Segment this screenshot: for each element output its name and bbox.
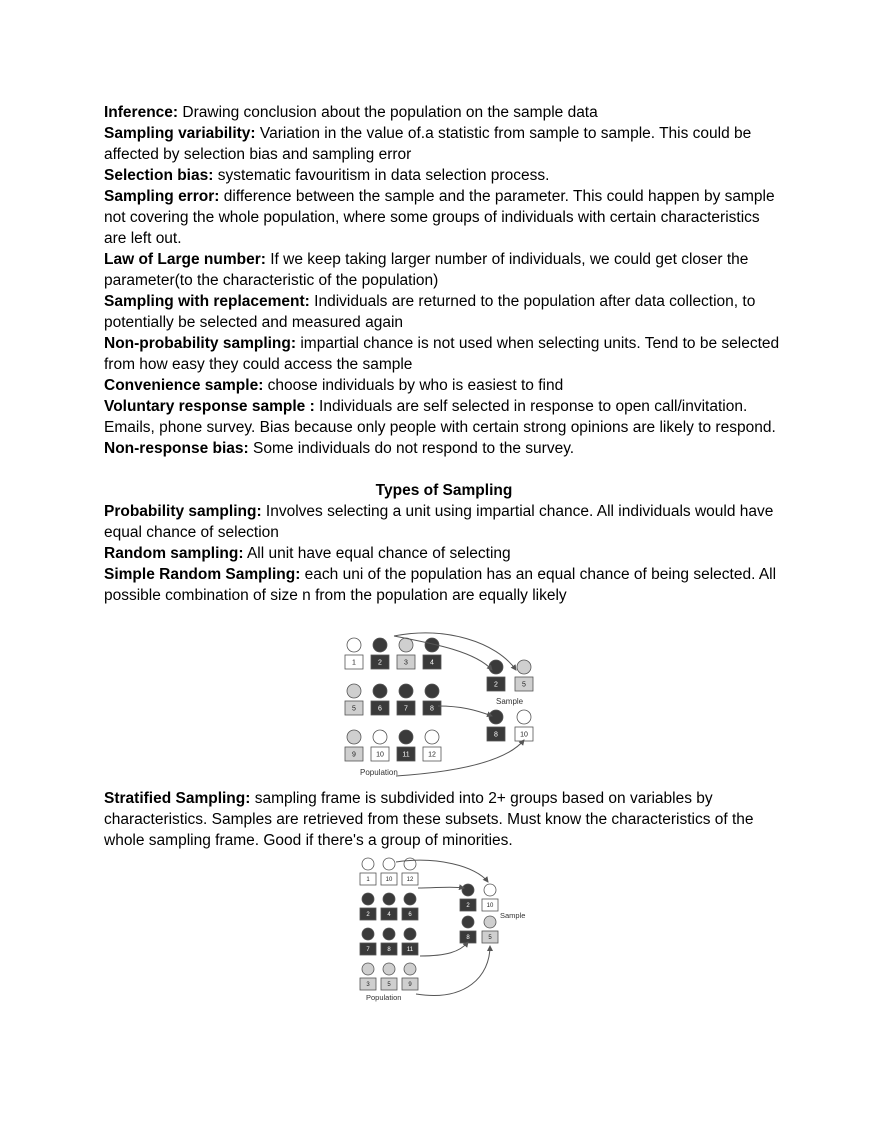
definition-sampling-with-replacement: [104, 291, 784, 333]
unit-number: 3: [404, 659, 408, 667]
definition-sampling-variability: [104, 123, 784, 165]
unit-number: 10: [385, 877, 393, 884]
term-label: Sampling with replacement:: [104, 293, 310, 310]
unit-head: [462, 916, 474, 928]
unit-number: 8: [466, 935, 470, 942]
unit-3: [360, 963, 376, 990]
selection-arrow: [420, 942, 468, 956]
unit-number: 8: [387, 947, 391, 954]
term-label: Stratified Sampling:: [104, 790, 251, 807]
definition-non-probability-sampling: [104, 333, 784, 375]
unit-3: [397, 638, 415, 669]
unit-head: [484, 916, 496, 928]
unit-number: 2: [494, 681, 498, 689]
definition-text: All unit have equal chance of selecting: [243, 545, 511, 562]
unit-head: [362, 963, 374, 975]
definition-simple-random-sampling: [104, 564, 784, 606]
unit-number: 7: [404, 705, 408, 713]
sample-label: Sample: [500, 911, 526, 920]
unit-number: 10: [486, 903, 494, 910]
unit-head: [399, 638, 413, 652]
definition-text: systematic favouritism in data selection process.: [213, 167, 550, 184]
simple-random-sampling-diagram: [336, 632, 546, 778]
sample-label: Sample: [496, 697, 524, 706]
stratified-sampling-diagram: [356, 856, 532, 1002]
unit-number: 5: [488, 935, 492, 942]
definition-text: choose individuals by who is easiest to find: [263, 377, 564, 394]
unit-number: 12: [406, 877, 414, 884]
unit-10: [371, 730, 389, 761]
unit-head: [425, 730, 439, 744]
unit-number: 1: [366, 877, 370, 884]
unit-10: [381, 858, 397, 885]
definition-text: each uni of the population has an equal chance of being selected. All possible combination of size n from the population are equally likely: [104, 566, 777, 604]
definition-probability-sampling: [104, 501, 784, 543]
unit-head: [517, 660, 531, 674]
unit-head: [383, 928, 395, 940]
unit-number: 11: [406, 947, 414, 954]
unit-head: [362, 928, 374, 940]
unit-6: [371, 684, 389, 715]
unit-head: [404, 928, 416, 940]
unit-number: 2: [378, 659, 382, 667]
selection-arrow: [418, 887, 464, 888]
unit-head: [347, 730, 361, 744]
selection-arrow: [438, 706, 492, 716]
unit-head: [489, 660, 503, 674]
definition-text: Drawing conclusion about the population on the sample data: [178, 104, 598, 121]
term-label: Probability sampling:: [104, 503, 262, 520]
population-label: Population: [366, 993, 402, 1002]
unit-number: 11: [402, 751, 410, 759]
section-heading: Types of Sampling: [375, 482, 513, 499]
unit-1: [345, 638, 363, 669]
unit-1: [360, 858, 376, 885]
population-units: [360, 858, 418, 990]
unit-head: [484, 884, 496, 896]
unit-head: [462, 884, 474, 896]
definition-convenience-sample: [104, 375, 784, 396]
term-label: Convenience sample:: [104, 377, 264, 394]
definition-text: impartial chance is not used when selecting units. Tend to be selected from how easy they could access the sample: [104, 335, 780, 373]
unit-number: 5: [522, 681, 526, 689]
unit-10: [482, 884, 498, 911]
unit-8: [460, 916, 476, 943]
unit-number: 10: [376, 751, 384, 759]
unit-head: [347, 638, 361, 652]
unit-5: [381, 963, 397, 990]
unit-6: [402, 893, 418, 920]
unit-head: [404, 893, 416, 905]
unit-head: [399, 684, 413, 698]
term-label: Non-response bias:: [104, 440, 249, 457]
definition-selection-bias: [104, 165, 784, 186]
unit-10: [515, 710, 533, 741]
unit-5: [482, 916, 498, 943]
unit-4: [381, 893, 397, 920]
unit-2: [487, 660, 505, 691]
unit-number: 1: [352, 659, 356, 667]
unit-number: 7: [366, 947, 370, 954]
unit-2: [360, 893, 376, 920]
term-label: Sampling variability:: [104, 125, 256, 142]
unit-head: [347, 684, 361, 698]
term-label: Voluntary response sample :: [104, 398, 315, 415]
unit-number: 3: [366, 982, 370, 989]
unit-head: [404, 963, 416, 975]
unit-7: [397, 684, 415, 715]
unit-5: [345, 684, 363, 715]
unit-head: [383, 963, 395, 975]
definition-text: Involves selecting a unit using impartial chance. All individuals would have equal chance of selection: [104, 503, 774, 541]
unit-number: 6: [408, 912, 412, 919]
unit-head: [383, 858, 395, 870]
term-label: Law of Large number:: [104, 251, 266, 268]
unit-number: 4: [387, 912, 391, 919]
definition-text: Variation in the value of.a statistic from sample to sample. This could be affected by selection bias and sampling error: [104, 125, 752, 163]
unit-head: [373, 684, 387, 698]
unit-head: [362, 858, 374, 870]
definition-law-of-large-number: [104, 249, 784, 291]
unit-head: [399, 730, 413, 744]
population-label: Population: [360, 768, 398, 777]
unit-head: [362, 893, 374, 905]
unit-head: [489, 710, 503, 724]
term-label: Random sampling:: [104, 545, 244, 562]
unit-head: [517, 710, 531, 724]
unit-number: 10: [520, 731, 528, 739]
unit-number: 12: [428, 751, 436, 759]
definition-text: If we keep taking larger number of individuals, we could get closer the parameter(to the characteristic of the population): [104, 251, 749, 289]
stratified-section: [104, 788, 784, 851]
unit-9: [345, 730, 363, 761]
unit-9: [402, 963, 418, 990]
unit-number: 8: [494, 731, 498, 739]
definition-non-response-bias: [104, 438, 784, 459]
unit-12: [423, 730, 441, 761]
unit-number: 9: [408, 982, 412, 989]
definition-random-sampling: [104, 543, 784, 564]
unit-number: 5: [387, 982, 391, 989]
unit-5: [515, 660, 533, 691]
unit-head: [425, 684, 439, 698]
unit-2: [371, 638, 389, 669]
definition-text: Individuals are self selected in response to open call/invitation. Emails, phone survey. Bias because only people with certain strong opinions are likely to respond.: [104, 398, 776, 436]
term-label: Inference:: [104, 104, 179, 121]
term-label: Non-probability sampling:: [104, 335, 297, 352]
population-units: [345, 638, 441, 761]
unit-head: [383, 893, 395, 905]
unit-12: [402, 858, 418, 885]
unit-number: 9: [352, 751, 356, 759]
unit-head: [373, 638, 387, 652]
spacer: [104, 459, 784, 480]
unit-7: [360, 928, 376, 955]
unit-number: 4: [430, 659, 434, 667]
unit-11: [402, 928, 418, 955]
unit-number: 6: [378, 705, 382, 713]
unit-number: 2: [366, 912, 370, 919]
definition-text: difference between the sample and the parameter. This could happen by sample not covering the whole population, where some groups of individuals with certain characteristics are left out.: [104, 188, 775, 247]
definition-text: Some individuals do not respond to the survey.: [248, 440, 575, 457]
unit-number: 8: [430, 705, 434, 713]
unit-8: [381, 928, 397, 955]
sample-units: [460, 884, 498, 943]
unit-8: [423, 684, 441, 715]
unit-head: [373, 730, 387, 744]
definition-voluntary-response-sample: [104, 396, 784, 438]
unit-number: 5: [352, 705, 356, 713]
term-label: Sampling error:: [104, 188, 220, 205]
term-label: Selection bias:: [104, 167, 214, 184]
unit-11: [397, 730, 415, 761]
definition-inference: [104, 102, 784, 123]
definition-sampling-error: [104, 186, 784, 249]
definitions-section: [104, 102, 784, 606]
unit-number: 2: [466, 903, 470, 910]
selection-arrow: [416, 946, 490, 995]
term-label: Simple Random Sampling:: [104, 566, 301, 583]
definition-text: sampling frame is subdivided into 2+ groups based on variables by characteristics. Samples are retrieved from these subsets. Must know the characteristics of the whole sampling frame. Good if there's a group of minorities.: [104, 790, 754, 849]
definition-stratified-sampling: [104, 788, 784, 851]
definition-text: Individuals are returned to the population after data collection, to potentially be selected and measured again: [104, 293, 756, 331]
